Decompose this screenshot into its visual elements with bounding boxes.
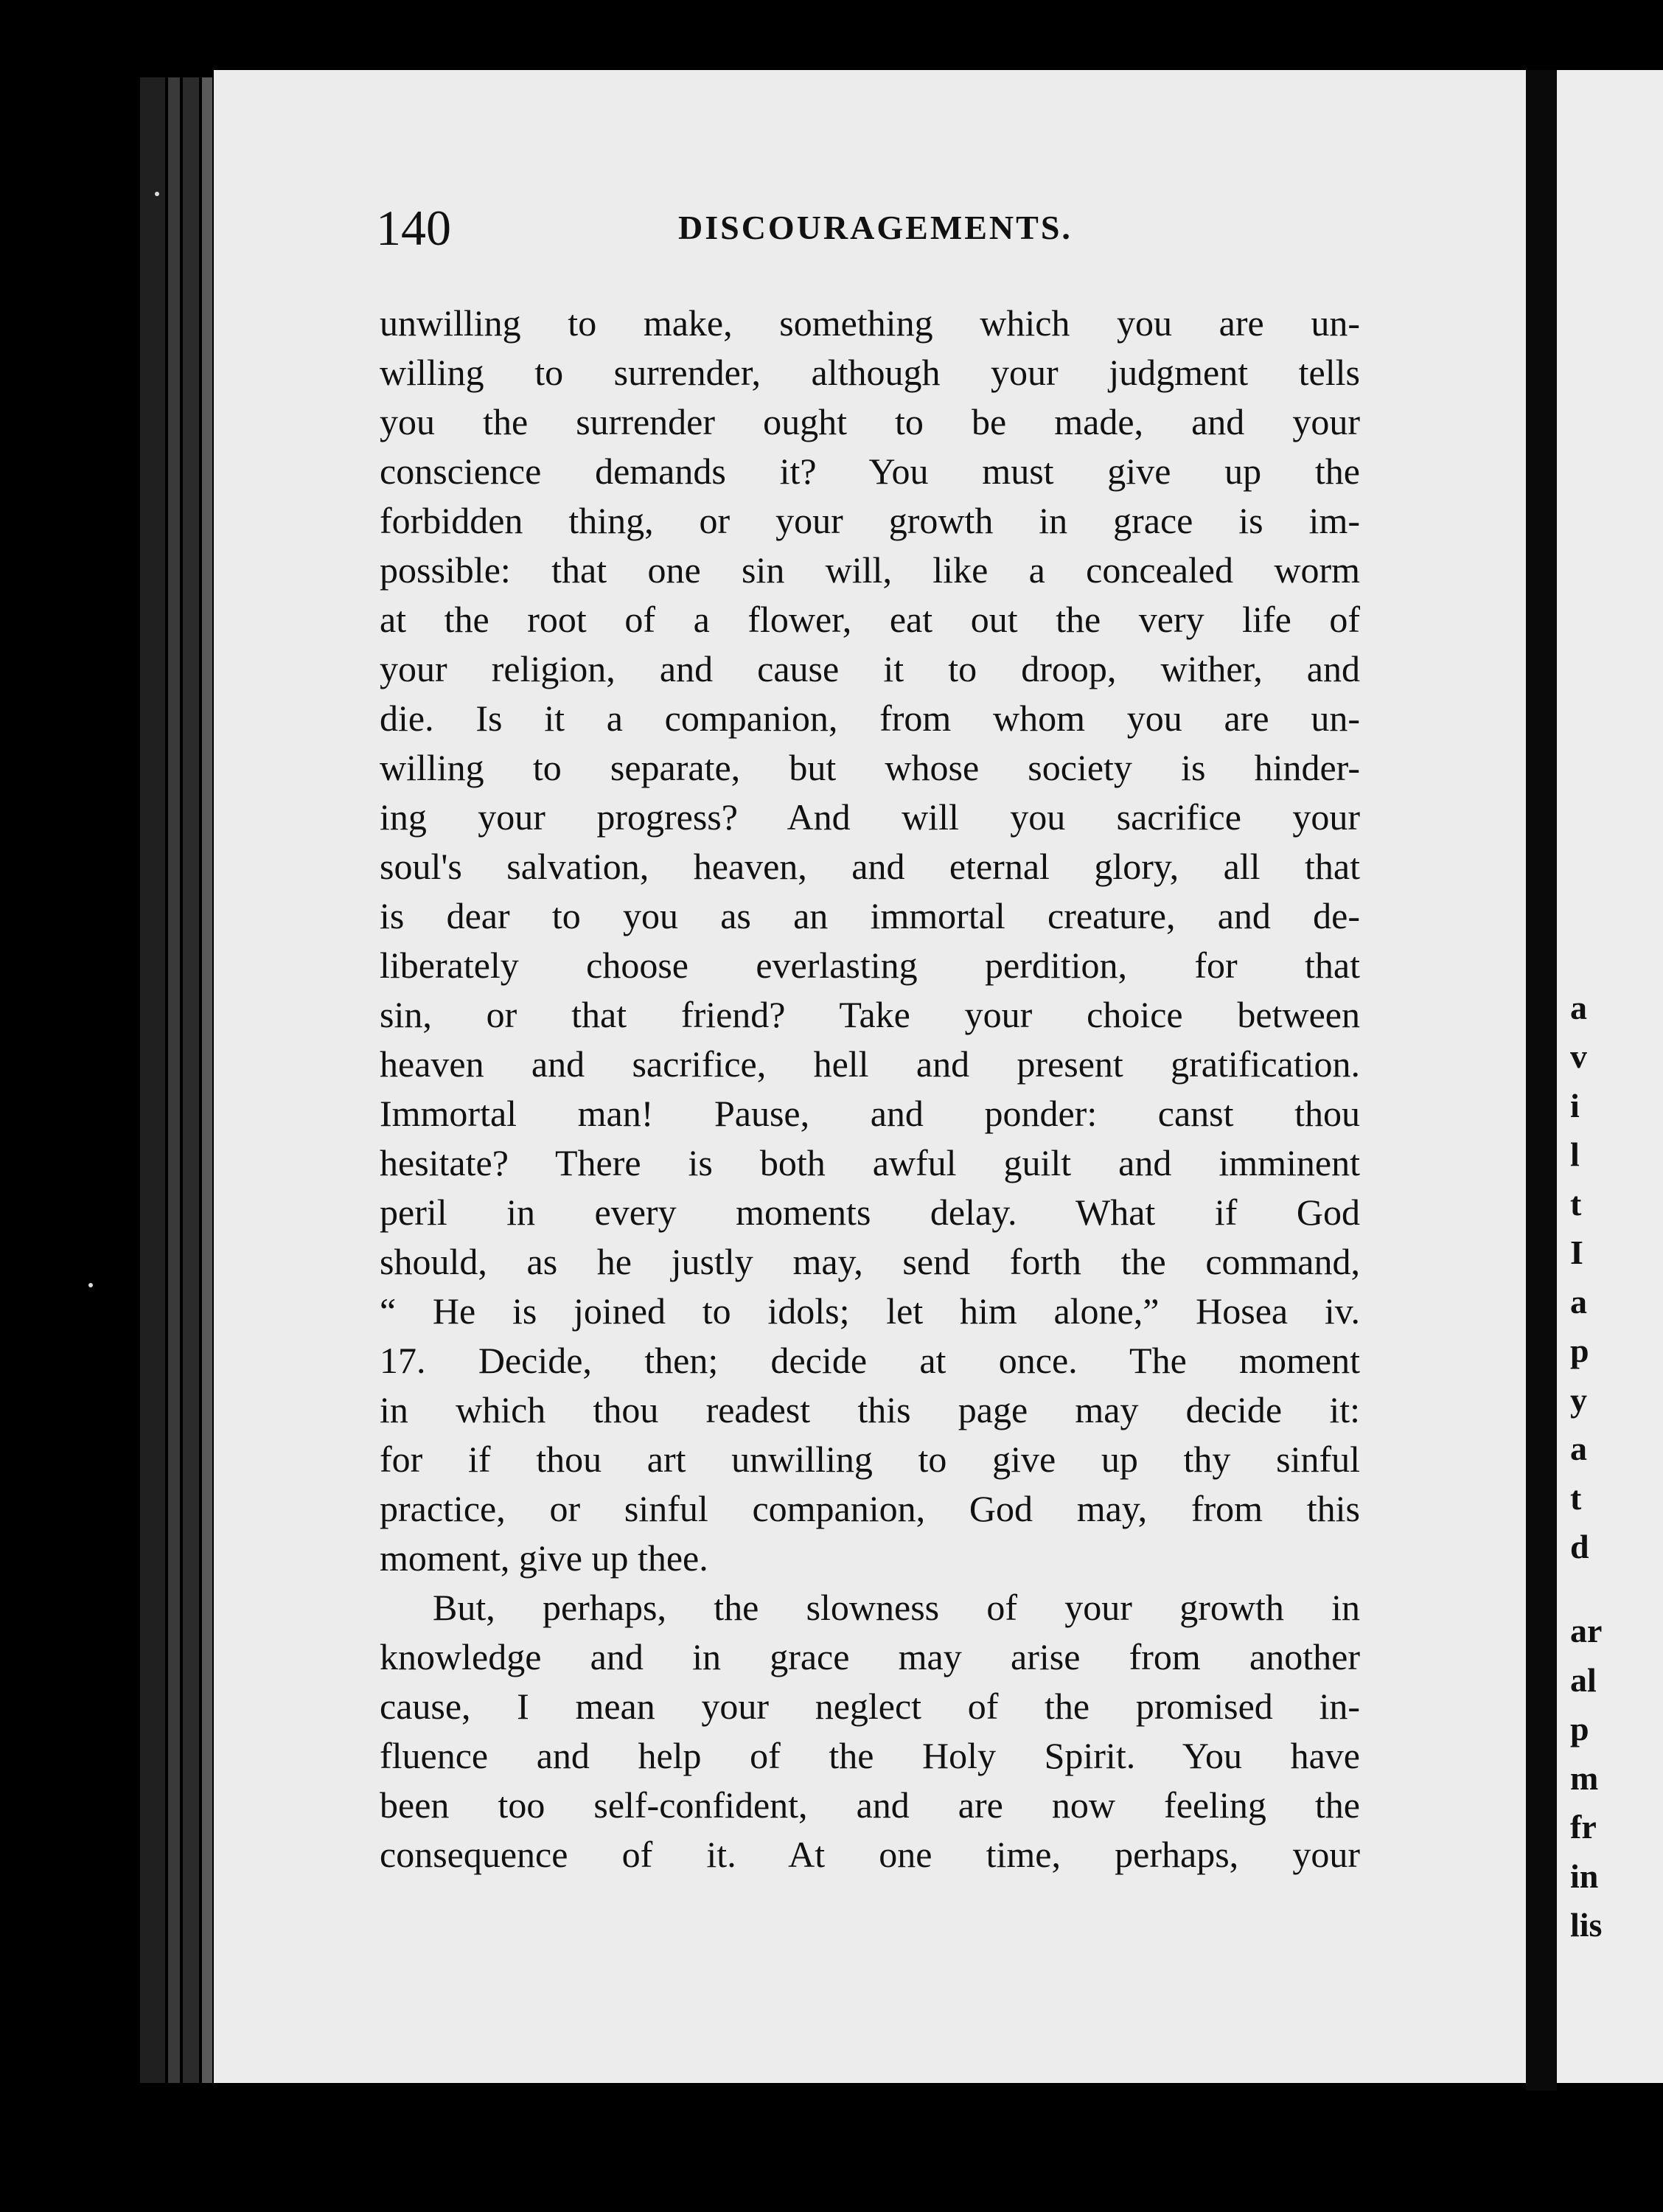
body-text: [380, 299, 1360, 1879]
page-header: [376, 199, 1360, 256]
text-line: ing your progress? And will you sacrifice your: [380, 796, 1360, 838]
text-line: peril in every moments delay. What if God: [380, 1192, 1360, 1233]
right-page-fragment: p: [1570, 1710, 1589, 1747]
page-number: 140: [376, 200, 451, 256]
right-page-fragment: in: [1570, 1857, 1599, 1895]
text-line: at the root of a flower, eat out the very life of: [380, 599, 1360, 640]
text-line: moment, give up thee.: [380, 1537, 708, 1579]
right-page-fragment: ar: [1570, 1612, 1603, 1649]
right-page-fragment: m: [1570, 1759, 1599, 1797]
text-line: die. Is it a companion, from whom you are un-: [380, 698, 1360, 739]
text-line: for if thou art unwilling to give up thy sinful: [380, 1439, 1360, 1480]
text-line: should, as he justly may, send forth the command,: [380, 1241, 1360, 1282]
text-line: unwilling to make, something which you are un-: [380, 302, 1360, 344]
right-page-fragment: t: [1570, 1478, 1582, 1517]
text-line: knowledge and in grace may arise from another: [380, 1636, 1360, 1677]
right-page-fragment: a: [1570, 1282, 1587, 1321]
right-page-fragment: i: [1570, 1086, 1580, 1124]
dust-speck: [155, 192, 159, 196]
text-line: But, perhaps, the slowness of your growth in: [433, 1587, 1360, 1628]
page-gutter: [1526, 70, 1557, 2090]
text-line: sin, or that friend? Take your choice between: [380, 994, 1360, 1035]
text-line: you the surrender ought to be made, and your: [380, 401, 1360, 442]
text-line: liberately choose everlasting perdition, for that: [380, 945, 1360, 986]
text-line: your religion, and cause it to droop, wither, and: [380, 648, 1360, 689]
text-line: consequence of it. At one time, perhaps, your: [380, 1834, 1360, 1875]
book-edge-strip: [140, 77, 165, 2083]
right-page-fragment: y: [1570, 1380, 1587, 1419]
right-page-fragment: a: [1570, 988, 1587, 1026]
text-line: been too self-confident, and are now feeling the: [380, 1784, 1360, 1826]
text-line: 17. Decide, then; decide at once. The moment: [380, 1340, 1360, 1381]
text-line: willing to surrender, although your judgment tells: [380, 352, 1360, 393]
text-line: is dear to you as an immortal creature, and de-: [380, 895, 1360, 936]
right-page-fragment: p: [1570, 1332, 1589, 1369]
right-page-fragment: al: [1570, 1660, 1597, 1699]
right-page-fragment: a: [1570, 1430, 1587, 1467]
text-line: forbidden thing, or your growth in grace is im-: [380, 500, 1360, 541]
book-edge-strip: [168, 77, 180, 2083]
book-edge-strip: [202, 77, 212, 2083]
text-line: Immortal man! Pause, and ponder: canst thou: [380, 1093, 1360, 1134]
book-edge-strip: [183, 77, 199, 2083]
text-line: fluence and help of the Holy Spirit. You have: [380, 1735, 1360, 1776]
right-page-fragment: lis: [1570, 1906, 1603, 1944]
right-page-fragment: I: [1570, 1234, 1583, 1271]
text-line: “ He is joined to idols; let him alone,” Hosea iv.: [380, 1290, 1360, 1332]
text-line: practice, or sinful companion, God may, from this: [380, 1488, 1360, 1529]
right-page-fragment: fr: [1570, 1808, 1597, 1846]
text-line: soul's salvation, heaven, and eternal glory, all that: [380, 846, 1360, 887]
text-line: conscience demands it? You must give up the: [380, 451, 1360, 492]
right-page-fragment: d: [1570, 1528, 1589, 1565]
right-page-fragment: t: [1570, 1184, 1582, 1222]
running-title: DISCOURAGEMENTS.: [678, 209, 1073, 246]
dust-speck: [88, 1283, 93, 1287]
right-page-fragment: v: [1570, 1037, 1587, 1075]
text-line: heaven and sacrifice, hell and present gratification.: [380, 1043, 1360, 1085]
text-line: possible: that one sin will, like a concealed worm: [380, 549, 1360, 591]
right-page-fragment: l: [1570, 1135, 1580, 1173]
text-line: cause, I mean your neglect of the promised in-: [380, 1686, 1360, 1727]
text-line: hesitate? There is both awful guilt and imminent: [380, 1142, 1360, 1183]
text-line: willing to separate, but whose society is hinder-: [380, 747, 1360, 788]
text-line: in which thou readest this page may decide it:: [380, 1389, 1360, 1430]
right-page: [1557, 70, 1663, 2083]
